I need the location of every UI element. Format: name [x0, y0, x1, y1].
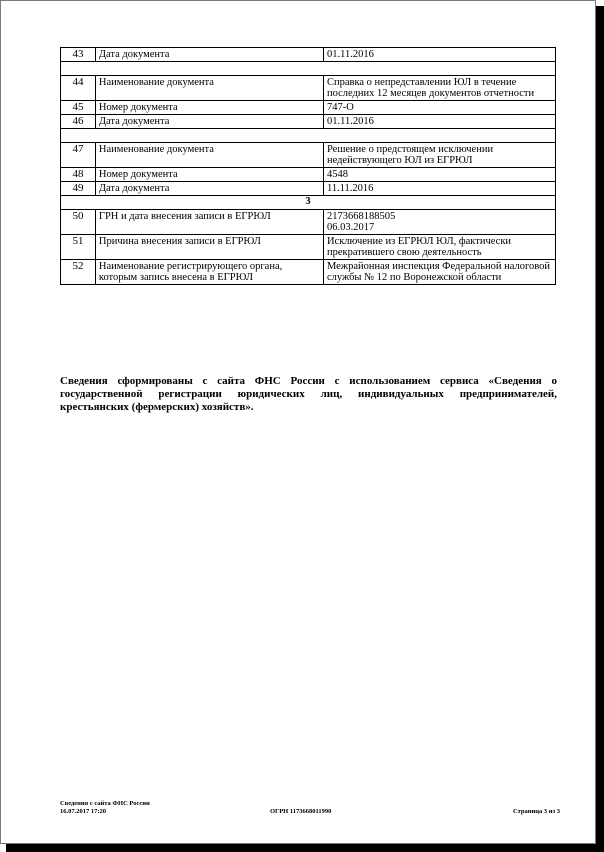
field-label: Дата документа — [95, 115, 323, 129]
table-row — [61, 101, 556, 115]
field-value: 01.11.2016 — [323, 115, 555, 129]
field-label: Номер документа — [95, 101, 323, 115]
table-row — [61, 235, 556, 260]
row-number: 43 — [61, 48, 96, 62]
row-number: 50 — [61, 210, 96, 235]
table-spacer-row — [61, 129, 556, 143]
table-row — [61, 210, 556, 235]
table-section-row — [61, 196, 556, 210]
table-row — [61, 115, 556, 129]
table-row — [61, 168, 556, 182]
field-label: Наименование регистрирующего органа, которым запись внесена в ЕГРЮЛ — [95, 260, 323, 285]
row-number: 44 — [61, 76, 96, 101]
field-label: Дата документа — [95, 182, 323, 196]
row-number: 47 — [61, 143, 96, 168]
row-number: 49 — [61, 182, 96, 196]
spacer-cell — [61, 129, 556, 143]
footer-ogrn: ОГРН 1173668011990 — [270, 808, 332, 815]
field-label: Наименование документа — [95, 143, 323, 168]
field-label: Дата документа — [95, 48, 323, 62]
page-shadow — [596, 6, 604, 852]
table-body — [61, 48, 556, 285]
footer-source: Сведения с сайта ФНС России — [60, 800, 150, 807]
table-row — [61, 143, 556, 168]
field-label: Номер документа — [95, 168, 323, 182]
field-value: 01.11.2016 — [323, 48, 555, 62]
field-value: 11.11.2016 — [323, 182, 555, 196]
section-number: 3 — [61, 196, 556, 210]
row-number: 45 — [61, 101, 96, 115]
field-label: Наименование документа — [95, 76, 323, 101]
field-value: 4548 — [323, 168, 555, 182]
field-value: Справка о непредставлении ЮЛ в течение последних 12 месяцев документов отчетности — [323, 76, 555, 101]
field-value: Межрайонная инспекция Федеральной налоговой службы № 12 по Воронежской области — [323, 260, 555, 285]
footer-page-number: Страница 3 из 3 — [513, 808, 560, 815]
field-value: 747-О — [323, 101, 555, 115]
row-number: 52 — [61, 260, 96, 285]
source-note: Сведения сформированы с сайта ФНС России с использованием сервиса «Сведения о государственной регистрации юридических лиц, индивидуальных предпринимателей, крестьянских (фермерских) хозяйств». — [60, 375, 557, 413]
field-value: Исключение из ЕГРЮЛ ЮЛ, фактически прекратившего свою деятельность — [323, 235, 555, 260]
table-row — [61, 76, 556, 101]
spacer-cell — [61, 62, 556, 76]
field-label: ГРН и дата внесения записи в ЕГРЮЛ — [95, 210, 323, 235]
field-value: Решение о предстоящем исключении недействующего ЮЛ из ЕГРЮЛ — [323, 143, 555, 168]
row-number: 51 — [61, 235, 96, 260]
table-row — [61, 48, 556, 62]
field-label: Причина внесения записи в ЕГРЮЛ — [95, 235, 323, 260]
footer-datetime: 16.07.2017 17:20 — [60, 808, 107, 815]
table-row — [61, 260, 556, 285]
row-number: 48 — [61, 168, 96, 182]
egrul-records-table — [60, 47, 556, 285]
page-shadow — [6, 844, 604, 852]
field-value: 2173668188505 06.03.2017 — [323, 210, 555, 235]
row-number: 46 — [61, 115, 96, 129]
table-spacer-row — [61, 62, 556, 76]
footer-source-block — [60, 800, 220, 816]
table-row — [61, 182, 556, 196]
